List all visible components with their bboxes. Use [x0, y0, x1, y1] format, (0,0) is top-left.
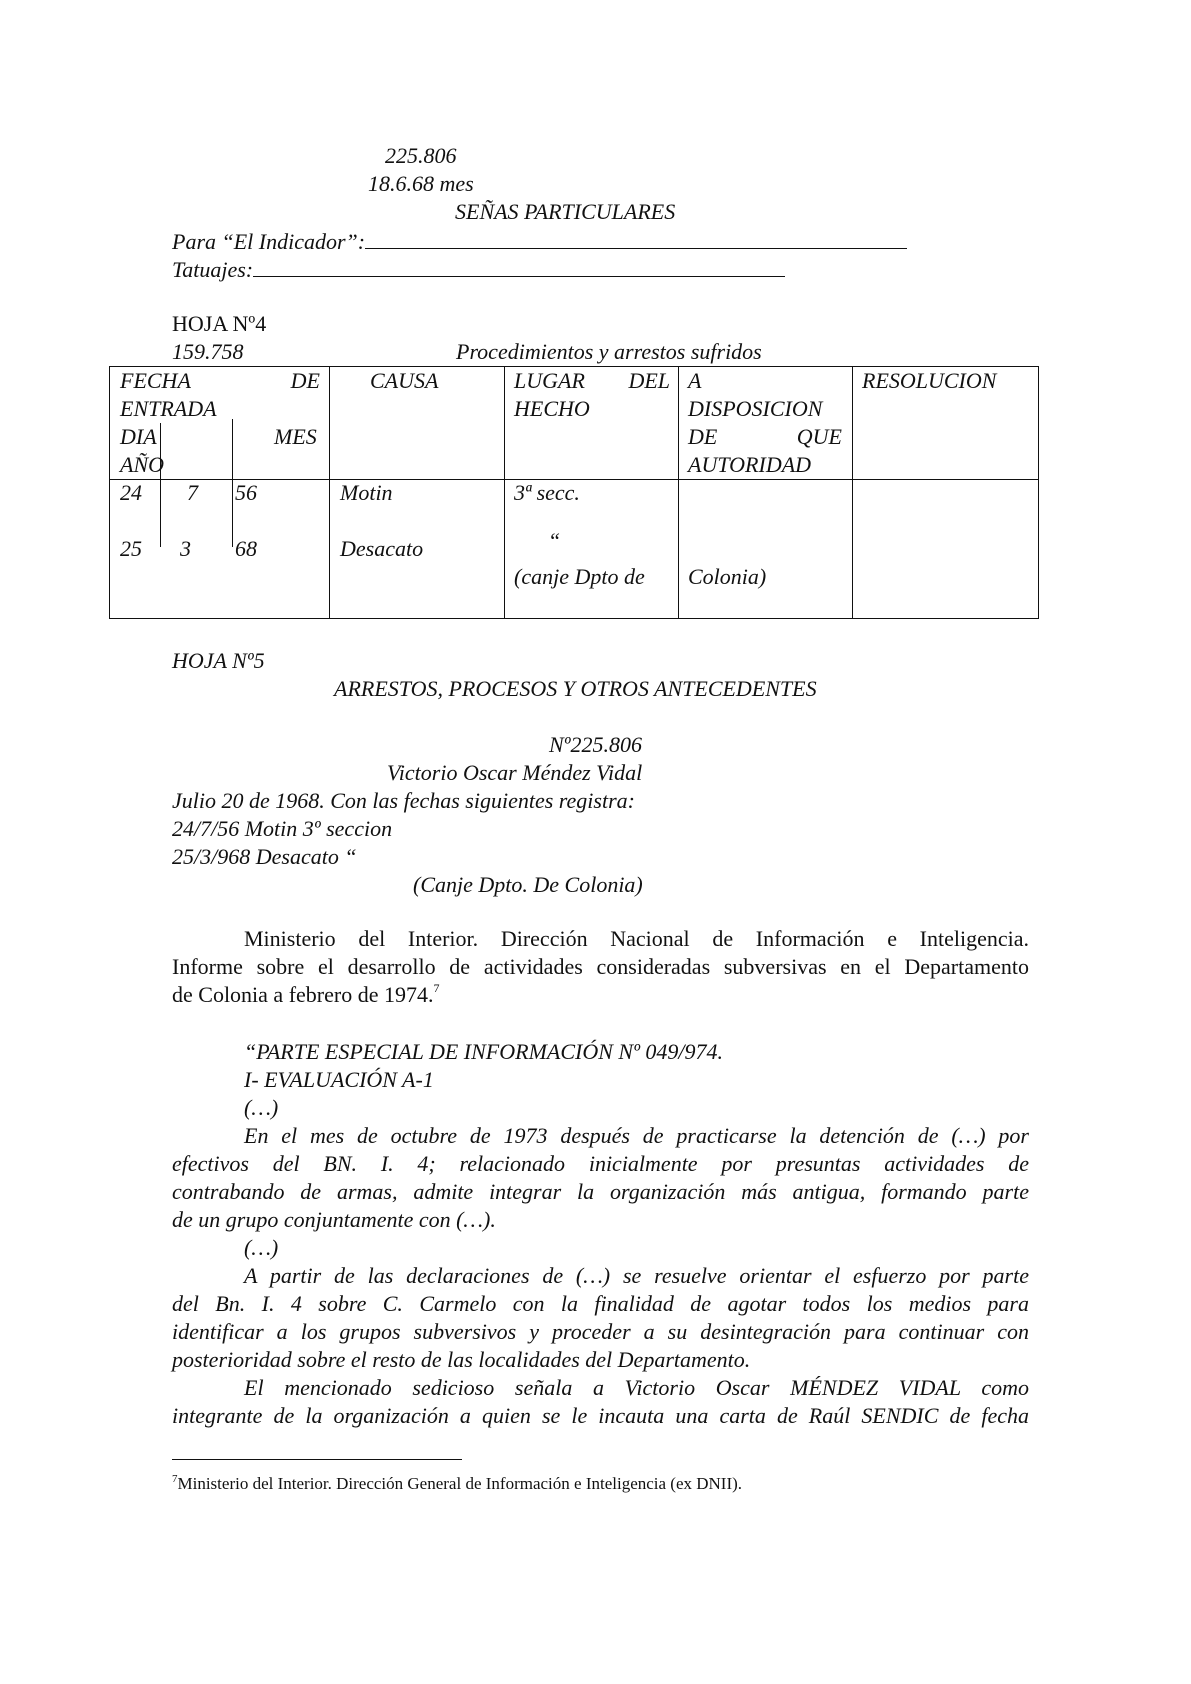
- header-entrada: ENTRADA: [120, 396, 217, 421]
- row1-causa: Motin: [340, 480, 393, 505]
- tatuajes-blank-line: [253, 254, 785, 277]
- parte-para1-line: En el mes de octubre de 1973 después de practicarse la detención de (…) por: [244, 1123, 1029, 1148]
- col-divider: [329, 367, 330, 618]
- header-disposicion: DISPOSICION: [688, 396, 823, 421]
- header-title: SEÑAS PARTICULARES: [455, 199, 676, 224]
- date-subdivider: [232, 419, 233, 547]
- parte-ellipsis: (…): [244, 1095, 279, 1120]
- hoja5-line: Julio 20 de 1968. Con las fechas siguientes registra:: [172, 788, 635, 813]
- header-number: 225.806: [385, 143, 457, 168]
- parte-para2-line: posterioridad sobre el resto de las localidades del Departamento.: [172, 1347, 751, 1372]
- col-divider: [678, 367, 679, 618]
- row2-anio: 68: [235, 536, 257, 561]
- footnote-separator: [172, 1459, 462, 1460]
- hoja4-number: 159.758: [172, 339, 244, 364]
- row2-lugar: (canje Dpto de: [514, 564, 645, 589]
- row1-lugar: 3ª secc.: [514, 480, 580, 505]
- parte-para3-line: integrante de la organización a quien se le incauta una carta de Raúl SENDIC de fecha: [172, 1403, 1029, 1428]
- parte-para1-line: contrabando de armas, admite integrar la organización más antigua, formando parte: [172, 1179, 1029, 1204]
- row2-lugar-ditto: “: [548, 528, 561, 553]
- parte-para2-line: del Bn. I. 4 sobre C. Carmelo con la finalidad de agotar todos los medios para: [172, 1291, 1029, 1316]
- header-lugar: [514, 367, 670, 395]
- header-de-que: [688, 423, 842, 451]
- parte-para3-line: El mencionado sedicioso señala a Victorio Oscar MÉNDEZ VIDAL como: [244, 1375, 1029, 1400]
- indicador-field: [172, 226, 907, 256]
- parte-para1-line: efectivos del BN. I. 4; relacionado inicialmente por presuntas actividades de: [172, 1151, 1029, 1176]
- indicador-blank-line: [365, 226, 907, 249]
- footnote-ref: 7: [433, 981, 440, 995]
- parte-title: “PARTE ESPECIAL DE INFORMACIÓN Nº 049/974.: [244, 1039, 724, 1064]
- hoja5-title: ARRESTOS, PROCESOS Y OTROS ANTECEDENTES: [334, 676, 817, 701]
- hoja5-canje: (Canje Dpto. De Colonia): [413, 872, 643, 897]
- header-autoridad: AUTORIDAD: [688, 452, 812, 477]
- tatuajes-label: Tatuajes:: [172, 257, 254, 282]
- header-de-word: DE: [688, 424, 718, 449]
- tatuajes-field: [172, 254, 785, 284]
- header-mes: MES: [274, 424, 317, 449]
- parte-para2-line: A partir de las declaraciones de (…) se resuelve orientar el esfuerzo por parte: [244, 1263, 1029, 1288]
- row1-mes: 7: [187, 480, 198, 505]
- hoja5-line: 25/3/968 Desacato “: [172, 844, 357, 869]
- header-de-word: DE: [290, 368, 320, 393]
- ministerio-line: de Colonia a febrero de 1974.: [172, 982, 434, 1007]
- hoja4-subtitle: Procedimientos y arrestos sufridos: [456, 339, 762, 364]
- arrests-table: [109, 366, 1039, 619]
- col-divider: [852, 367, 853, 618]
- date-subdivider: [160, 423, 161, 547]
- footnote-text: Ministerio del Interior. Dirección General de Información e Inteligencia (ex DNII).: [177, 1474, 743, 1493]
- hoja5-line: 24/7/56 Motin 3º seccion: [172, 816, 393, 841]
- footnote-number: 7: [172, 1473, 178, 1485]
- header-fecha: [120, 367, 320, 395]
- header-anio: AÑO: [120, 452, 164, 477]
- header-causa: CAUSA: [370, 368, 439, 393]
- parte-para1-line: de un grupo conjuntamente con (…).: [172, 1207, 496, 1232]
- ministerio-line: Informe sobre el desarrollo de actividades consideradas subversivas en el Departamento: [172, 954, 1029, 979]
- header-resolucion: RESOLUCION: [862, 368, 997, 393]
- col-divider: [504, 367, 505, 618]
- ministerio-last-line: [172, 981, 439, 1009]
- row2-dia: 25: [120, 536, 142, 561]
- header-fecha-word: FECHA: [120, 368, 191, 393]
- header-dia: DIA: [120, 424, 157, 449]
- hoja5-number: Nº225.806: [549, 732, 642, 757]
- row2-disposicion: Colonia): [688, 564, 767, 589]
- header-date: 18.6.68 mes: [368, 171, 474, 196]
- parte-para2-line: identificar a los grupos subversivos y proceder a su desintegración para continuar con: [172, 1319, 1029, 1344]
- indicador-label: Para “El Indicador”:: [172, 229, 366, 254]
- header-hecho: HECHO: [514, 396, 590, 421]
- header-del-word: DEL: [628, 368, 670, 393]
- hoja4-label: HOJA Nº4: [172, 311, 267, 336]
- row2-causa: Desacato: [340, 536, 424, 561]
- row1-anio: 56: [235, 480, 257, 505]
- header-que-word: QUE: [796, 424, 842, 449]
- parte-ellipsis: (…): [244, 1235, 279, 1260]
- row1-dia: 24: [120, 480, 142, 505]
- footnote: [172, 1474, 742, 1494]
- header-disp-a: A: [688, 368, 702, 393]
- parte-evaluacion: I- EVALUACIÓN A-1: [244, 1067, 434, 1092]
- row2-mes: 3: [180, 536, 191, 561]
- hoja5-name: Victorio Oscar Méndez Vidal: [387, 760, 643, 785]
- ministerio-line: Ministerio del Interior. Dirección Nacional de Información e Inteligencia.: [244, 926, 1029, 951]
- hoja5-label: HOJA Nº5: [172, 648, 265, 673]
- header-lugar-word: LUGAR: [514, 368, 585, 393]
